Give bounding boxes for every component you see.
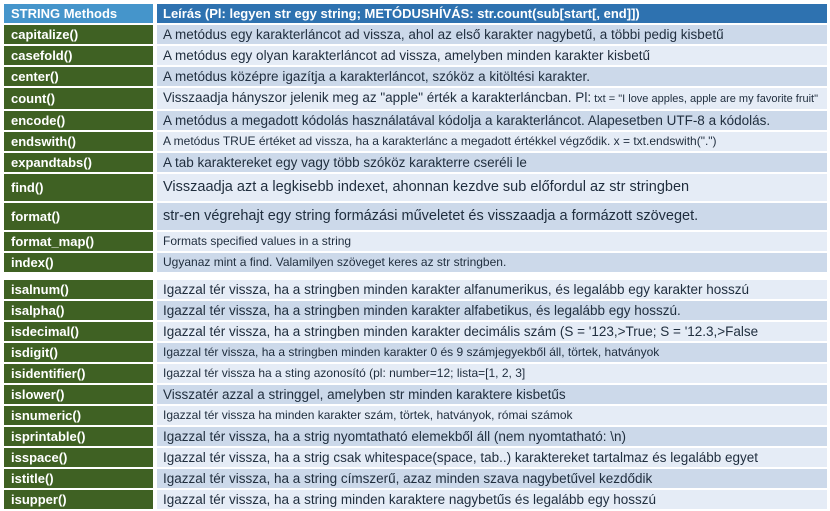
method-name: format(): [11, 209, 61, 224]
method-name: capitalize(): [11, 27, 79, 42]
table-body: [4, 25, 827, 509]
table-row: [4, 322, 827, 341]
description-text: A tab karaktereket egy vagy több szóköz karakterre cseréli le: [163, 155, 527, 170]
description-text: str-en végrehajt egy string formázási műveletet és visszaadja a formázott szöveget.: [163, 208, 699, 224]
table-row: [4, 448, 827, 467]
description-text: Igazzal tér vissza, ha a stringben minden karakter alfanumerikus, és legalább egy karakter hosszú: [163, 282, 750, 297]
method-name: expandtabs(): [11, 155, 92, 170]
method-name: isdigit(): [11, 345, 58, 360]
description-text: Ugyanaz mint a find. Valamilyen szöveget keres az str stringben.: [163, 255, 507, 269]
description-text: A metódus egy karakterláncot ad vissza, ahol az első karakter nagybetű, a többi pedig kisbetű: [163, 27, 724, 42]
description-cell: [157, 232, 827, 251]
description-text: Visszatér azzal a stringgel, amelyben str minden karaktere kisbetűs: [163, 387, 566, 402]
method-cell: [4, 280, 153, 299]
table-row: [4, 427, 827, 446]
method-name: count(): [11, 91, 56, 106]
description-cell: [157, 301, 827, 320]
method-name: encode(): [11, 113, 66, 128]
description-cell: [157, 490, 827, 509]
method-cell: [4, 25, 153, 44]
method-name: isidentifier(): [11, 366, 86, 381]
description-cell: [157, 25, 827, 44]
string-methods-header: STRING Methods: [4, 4, 153, 23]
description-cell: [157, 203, 827, 230]
table-row: [4, 280, 827, 299]
method-cell: [4, 364, 153, 383]
description-header: Leírás (Pl: legyen str egy string; METÓDUSHÍVÁS: str.count(sub[start[, end]]): [157, 4, 827, 23]
method-name: endswith(): [11, 134, 76, 149]
description-text: Igazzal tér vissza, ha a stringben minden karakter 0 és 9 számjegyekből áll, törtek, hatványok: [163, 345, 660, 359]
method-cell: [4, 253, 153, 272]
table-row: [4, 301, 827, 320]
table-row: [4, 364, 827, 383]
method-cell: [4, 385, 153, 404]
method-cell: [4, 301, 153, 320]
description-text: Formats specified values in a string: [163, 234, 352, 248]
method-cell: [4, 46, 153, 65]
description-cell: [157, 111, 827, 130]
table-header-row: [4, 4, 827, 23]
method-cell: [4, 67, 153, 86]
method-name: isupper(): [11, 492, 67, 507]
method-cell: [4, 406, 153, 425]
method-name: isalnum(): [11, 282, 69, 297]
method-cell: [4, 469, 153, 488]
description-text: A metódus a megadott kódolás használatával kódolja a karakterláncot. Alapesetben UTF-8 a kódolás.: [163, 113, 771, 128]
methods-table: [4, 4, 827, 511]
table-row: [4, 385, 827, 404]
description-text: Visszaadja hányszor jelenik meg az "apple" érték a karakterláncban. Pl:: [163, 90, 592, 105]
description-text: A metódus TRUE értéket ad vissza, ha a karakterlánc a megadott értékkel végződik. x = txt.endswith("."): [163, 134, 717, 148]
method-cell: [4, 203, 153, 230]
method-cell: [4, 88, 153, 109]
method-cell: [4, 111, 153, 130]
description-cell: [157, 174, 827, 201]
description-cell: [157, 364, 827, 383]
description-text: Igazzal tér vissza, ha a stringben minden karakter decimális szám (S = '123,>True; S = '12.3,>False: [163, 324, 759, 339]
method-cell: [4, 448, 153, 467]
description-cell: [157, 448, 827, 467]
method-cell: [4, 132, 153, 151]
method-name: find(): [11, 180, 44, 195]
description-text: Visszaadja azt a legkisebb indexet, ahonnan kezdve sub előfordul az str stringben: [163, 179, 690, 195]
table-row: [4, 490, 827, 509]
method-name: index(): [11, 255, 54, 270]
table-row: [4, 153, 827, 172]
method-cell: [4, 490, 153, 509]
description-cell: [157, 406, 827, 425]
table-row: [4, 25, 827, 44]
table-row: [4, 203, 827, 230]
method-name: islower(): [11, 387, 65, 402]
description-text: Igazzal tér vissza, ha a strig csak whitespace(space, tab..) karaktereket tartalmaz és legalább egyet: [163, 450, 759, 465]
method-name: center(): [11, 69, 59, 84]
table-row: [4, 253, 827, 272]
method-cell: [4, 174, 153, 201]
method-cell: [4, 322, 153, 341]
table-row: [4, 111, 827, 130]
description-cell: [157, 427, 827, 446]
description-cell: [157, 280, 827, 299]
description-cell: [157, 469, 827, 488]
method-name: format_map(): [11, 234, 95, 249]
table-row: [4, 88, 827, 109]
description-text: A metódus középre igazítja a karakterláncot, szóköz a kitöltési karakter.: [163, 69, 590, 84]
table-row: [4, 174, 827, 201]
method-cell: [4, 343, 153, 362]
description-text: Igazzal tér vissza, ha a string minden karaktere nagybetűs és legalább egy hosszú: [163, 492, 657, 507]
description-text: Igazzal tér vissza, ha a stringben minden karakter alfabetikus, és legalább egy hosszú.: [163, 303, 681, 318]
method-name: casefold(): [11, 48, 73, 63]
description-text: Igazzal tér vissza ha minden karakter szám, törtek, hatványok, római számok: [163, 408, 573, 422]
table-row: [4, 67, 827, 86]
description-text: Igazzal tér vissza, ha a strig nyomtatható elemekből áll (nem nyomtatható: \n): [163, 429, 626, 444]
description-cell: [157, 385, 827, 404]
method-name: istitle(): [11, 471, 54, 486]
table-row: [4, 469, 827, 488]
description-text: Igazzal tér vissza, ha a string címszerű, azaz minden szava nagybetűvel kezdődik: [163, 471, 653, 486]
table-row: [4, 132, 827, 151]
method-name: isspace(): [11, 450, 68, 465]
method-name: isnumeric(): [11, 408, 82, 423]
method-cell: [4, 427, 153, 446]
table-row: [4, 232, 827, 251]
method-name: isprintable(): [11, 429, 86, 444]
description-cell: [157, 322, 827, 341]
description-text: Igazzal tér vissza ha a sting azonosító (pl: number=12; lista=[1, 2, 3]: [163, 366, 526, 380]
table-row: [4, 406, 827, 425]
method-name: isalpha(): [11, 303, 65, 318]
method-cell: [4, 153, 153, 172]
method-cell: [4, 232, 153, 251]
description-cell: [157, 343, 827, 362]
table-row: [4, 46, 827, 65]
description-cell: [157, 132, 827, 151]
method-name: isdecimal(): [11, 324, 79, 339]
table-row: [4, 343, 827, 362]
description-text: A metódus egy olyan karakterláncot ad vissza, amelyben minden karakter kisbetű: [163, 48, 651, 63]
description-cell: [157, 153, 827, 172]
description-cell: [157, 88, 827, 109]
description-cell: [157, 67, 827, 86]
description-cell: [157, 253, 827, 272]
description-code-snippet: txt = "I love apples, apple are my favorite fruit": [594, 93, 819, 105]
description-cell: [157, 46, 827, 65]
